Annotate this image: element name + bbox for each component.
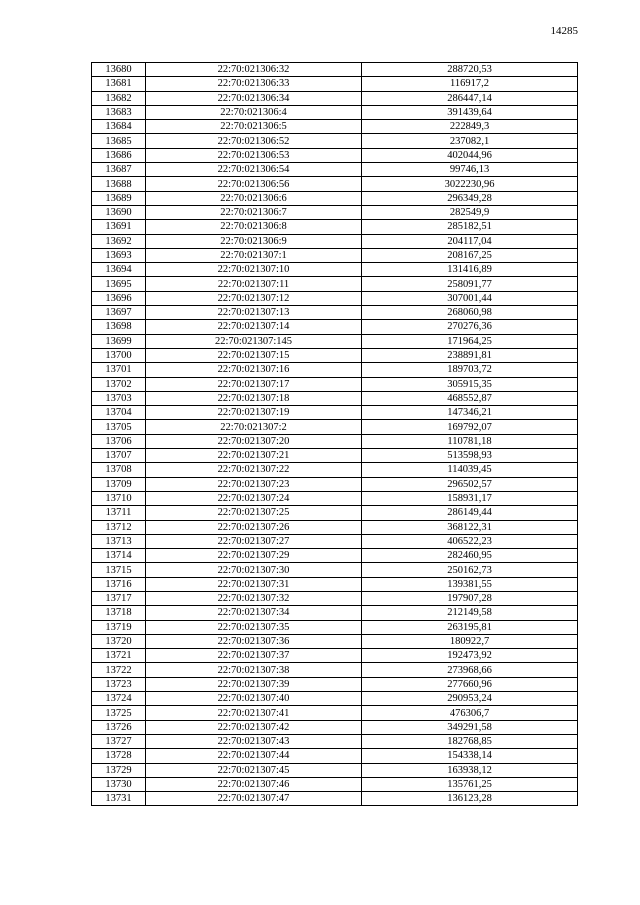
row-number-cell: 13715: [92, 563, 146, 577]
row-number-cell: 13707: [92, 449, 146, 463]
cadastral-number-cell: 22:70:021307:18: [146, 391, 362, 405]
row-number-cell: 13726: [92, 720, 146, 734]
value-cell: 237082,1: [362, 134, 578, 148]
table-row: [92, 420, 578, 434]
row-number-cell: 13687: [92, 163, 146, 177]
value-cell: 513598,93: [362, 449, 578, 463]
cadastral-number-cell: 22:70:021306:33: [146, 77, 362, 91]
value-cell: 468552,87: [362, 391, 578, 405]
cadastral-number-cell: 22:70:021307:32: [146, 591, 362, 605]
cadastral-number-cell: 22:70:021307:44: [146, 749, 362, 763]
cadastral-number-cell: 22:70:021306:6: [146, 191, 362, 205]
row-number-cell: 13699: [92, 334, 146, 348]
cadastral-number-cell: 22:70:021307:39: [146, 677, 362, 691]
value-cell: 189703,72: [362, 363, 578, 377]
value-cell: 169792,07: [362, 420, 578, 434]
cadastral-number-cell: 22:70:021307:11: [146, 277, 362, 291]
row-number-cell: 13700: [92, 348, 146, 362]
value-cell: 180922,7: [362, 634, 578, 648]
row-number-cell: 13729: [92, 763, 146, 777]
row-number-cell: 13721: [92, 649, 146, 663]
value-cell: 476306,7: [362, 706, 578, 720]
cadastral-number-cell: 22:70:021307:41: [146, 706, 362, 720]
table-row: [92, 220, 578, 234]
cadastral-number-cell: 22:70:021307:10: [146, 263, 362, 277]
row-number-cell: 13714: [92, 549, 146, 563]
value-cell: 110781,18: [362, 434, 578, 448]
value-cell: 116917,2: [362, 77, 578, 91]
row-number-cell: 13704: [92, 406, 146, 420]
row-number-cell: 13708: [92, 463, 146, 477]
value-cell: 238891,81: [362, 348, 578, 362]
cadastral-number-cell: 22:70:021306:7: [146, 205, 362, 219]
cadastral-number-cell: 22:70:021307:24: [146, 491, 362, 505]
cadastral-number-cell: 22:70:021307:46: [146, 777, 362, 791]
value-cell: 131416,89: [362, 263, 578, 277]
table-row: [92, 334, 578, 348]
table-row: [92, 291, 578, 305]
value-cell: 258091,77: [362, 277, 578, 291]
cadastral-number-cell: 22:70:021307:22: [146, 463, 362, 477]
cadastral-number-cell: 22:70:021307:34: [146, 606, 362, 620]
value-cell: 368122,31: [362, 520, 578, 534]
row-number-cell: 13689: [92, 191, 146, 205]
value-cell: 139381,55: [362, 577, 578, 591]
value-cell: 204117,04: [362, 234, 578, 248]
row-number-cell: 13731: [92, 792, 146, 806]
row-number-cell: 13722: [92, 663, 146, 677]
value-cell: 285182,51: [362, 220, 578, 234]
cadastral-number-cell: 22:70:021306:5: [146, 120, 362, 134]
row-number-cell: 13680: [92, 63, 146, 77]
cadastral-number-cell: 22:70:021306:4: [146, 105, 362, 119]
value-cell: 296349,28: [362, 191, 578, 205]
cadastral-number-cell: 22:70:021307:2: [146, 420, 362, 434]
cadastral-number-cell: 22:70:021306:32: [146, 63, 362, 77]
cadastral-value-table: [91, 62, 578, 806]
row-number-cell: 13728: [92, 749, 146, 763]
row-number-cell: 13719: [92, 620, 146, 634]
value-cell: 391439,64: [362, 105, 578, 119]
cadastral-number-cell: 22:70:021307:45: [146, 763, 362, 777]
table-row: [92, 320, 578, 334]
row-number-cell: 13697: [92, 306, 146, 320]
row-number-cell: 13702: [92, 377, 146, 391]
row-number-cell: 13710: [92, 491, 146, 505]
value-cell: 3022230,96: [362, 177, 578, 191]
table-row: [92, 363, 578, 377]
table-row: [92, 306, 578, 320]
table-row: [92, 377, 578, 391]
table-row: [92, 134, 578, 148]
cadastral-number-cell: 22:70:021307:29: [146, 549, 362, 563]
value-cell: 406522,23: [362, 534, 578, 548]
row-number-cell: 13724: [92, 692, 146, 706]
page-number: 14285: [550, 25, 578, 37]
row-number-cell: 13686: [92, 148, 146, 162]
cadastral-number-cell: 22:70:021307:145: [146, 334, 362, 348]
row-number-cell: 13684: [92, 120, 146, 134]
value-cell: 268060,98: [362, 306, 578, 320]
value-cell: 349291,58: [362, 720, 578, 734]
value-cell: 136123,28: [362, 792, 578, 806]
cadastral-number-cell: 22:70:021307:47: [146, 792, 362, 806]
table-row: [92, 105, 578, 119]
value-cell: 99746,13: [362, 163, 578, 177]
value-cell: 270276,36: [362, 320, 578, 334]
row-number-cell: 13720: [92, 634, 146, 648]
value-cell: 296502,57: [362, 477, 578, 491]
table-row: [92, 348, 578, 362]
table-row: [92, 620, 578, 634]
row-number-cell: 13717: [92, 591, 146, 605]
row-number-cell: 13685: [92, 134, 146, 148]
value-cell: 182768,85: [362, 734, 578, 748]
table-row: [92, 606, 578, 620]
cadastral-number-cell: 22:70:021307:19: [146, 406, 362, 420]
table-row: [92, 177, 578, 191]
cadastral-number-cell: 22:70:021307:35: [146, 620, 362, 634]
cadastral-number-cell: 22:70:021307:15: [146, 348, 362, 362]
cadastral-number-cell: 22:70:021307:37: [146, 649, 362, 663]
table-row: [92, 234, 578, 248]
table-row: [92, 163, 578, 177]
cadastral-number-cell: 22:70:021307:42: [146, 720, 362, 734]
value-cell: 208167,25: [362, 248, 578, 262]
table-row: [92, 577, 578, 591]
table-row: [92, 663, 578, 677]
row-number-cell: 13696: [92, 291, 146, 305]
table-row: [92, 777, 578, 791]
value-cell: 222849,3: [362, 120, 578, 134]
table-row: [92, 634, 578, 648]
cadastral-number-cell: 22:70:021306:52: [146, 134, 362, 148]
row-number-cell: 13691: [92, 220, 146, 234]
table-row: [92, 491, 578, 505]
cadastral-number-cell: 22:70:021306:54: [146, 163, 362, 177]
table-row: [92, 391, 578, 405]
table-row: [92, 148, 578, 162]
value-cell: 147346,21: [362, 406, 578, 420]
value-cell: 290953,24: [362, 692, 578, 706]
value-cell: 163938,12: [362, 763, 578, 777]
row-number-cell: 13727: [92, 734, 146, 748]
value-cell: 307001,44: [362, 291, 578, 305]
table-row: [92, 449, 578, 463]
table-row: [92, 63, 578, 77]
row-number-cell: 13723: [92, 677, 146, 691]
table-row: [92, 677, 578, 691]
value-cell: 273968,66: [362, 663, 578, 677]
table-row: [92, 534, 578, 548]
value-cell: 402044,96: [362, 148, 578, 162]
table-row: [92, 277, 578, 291]
row-number-cell: 13730: [92, 777, 146, 791]
cadastral-number-cell: 22:70:021306:34: [146, 91, 362, 105]
value-cell: 286149,44: [362, 506, 578, 520]
cadastral-number-cell: 22:70:021307:25: [146, 506, 362, 520]
table-body: [92, 63, 578, 806]
row-number-cell: 13701: [92, 363, 146, 377]
table-row: [92, 563, 578, 577]
row-number-cell: 13713: [92, 534, 146, 548]
table-row: [92, 506, 578, 520]
cadastral-number-cell: 22:70:021307:26: [146, 520, 362, 534]
cadastral-number-cell: 22:70:021307:36: [146, 634, 362, 648]
row-number-cell: 13705: [92, 420, 146, 434]
value-cell: 286447,14: [362, 91, 578, 105]
table-row: [92, 205, 578, 219]
row-number-cell: 13688: [92, 177, 146, 191]
row-number-cell: 13681: [92, 77, 146, 91]
value-cell: 197907,28: [362, 591, 578, 605]
table-row: [92, 792, 578, 806]
row-number-cell: 13693: [92, 248, 146, 262]
cadastral-number-cell: 22:70:021307:27: [146, 534, 362, 548]
cadastral-number-cell: 22:70:021307:31: [146, 577, 362, 591]
cadastral-number-cell: 22:70:021307:40: [146, 692, 362, 706]
row-number-cell: 13711: [92, 506, 146, 520]
table-row: [92, 406, 578, 420]
value-cell: 158931,17: [362, 491, 578, 505]
table-row: [92, 706, 578, 720]
cadastral-number-cell: 22:70:021307:30: [146, 563, 362, 577]
row-number-cell: 13718: [92, 606, 146, 620]
value-cell: 305915,35: [362, 377, 578, 391]
cadastral-number-cell: 22:70:021307:17: [146, 377, 362, 391]
table-row: [92, 120, 578, 134]
row-number-cell: 13692: [92, 234, 146, 248]
row-number-cell: 13716: [92, 577, 146, 591]
table-row: [92, 749, 578, 763]
value-cell: 250162,73: [362, 563, 578, 577]
table-row: [92, 734, 578, 748]
table-row: [92, 463, 578, 477]
cadastral-number-cell: 22:70:021307:38: [146, 663, 362, 677]
table-row: [92, 549, 578, 563]
value-cell: 212149,58: [362, 606, 578, 620]
row-number-cell: 13690: [92, 205, 146, 219]
value-cell: 154338,14: [362, 749, 578, 763]
table-row: [92, 692, 578, 706]
table-row: [92, 191, 578, 205]
cadastral-number-cell: 22:70:021307:14: [146, 320, 362, 334]
value-cell: 277660,96: [362, 677, 578, 691]
value-cell: 192473,92: [362, 649, 578, 663]
cadastral-number-cell: 22:70:021307:1: [146, 248, 362, 262]
cadastral-number-cell: 22:70:021307:43: [146, 734, 362, 748]
row-number-cell: 13706: [92, 434, 146, 448]
table-row: [92, 763, 578, 777]
table-row: [92, 434, 578, 448]
table-row: [92, 720, 578, 734]
cadastral-number-cell: 22:70:021306:53: [146, 148, 362, 162]
cadastral-number-cell: 22:70:021307:23: [146, 477, 362, 491]
cadastral-number-cell: 22:70:021307:20: [146, 434, 362, 448]
row-number-cell: 13712: [92, 520, 146, 534]
cadastral-number-cell: 22:70:021306:9: [146, 234, 362, 248]
value-cell: 114039,45: [362, 463, 578, 477]
value-cell: 171964,25: [362, 334, 578, 348]
cadastral-number-cell: 22:70:021306:8: [146, 220, 362, 234]
row-number-cell: 13694: [92, 263, 146, 277]
table-row: [92, 248, 578, 262]
value-cell: 282549,9: [362, 205, 578, 219]
row-number-cell: 13682: [92, 91, 146, 105]
cadastral-number-cell: 22:70:021307:16: [146, 363, 362, 377]
row-number-cell: 13683: [92, 105, 146, 119]
table-row: [92, 477, 578, 491]
table-row: [92, 591, 578, 605]
table-row: [92, 263, 578, 277]
cadastral-number-cell: 22:70:021307:12: [146, 291, 362, 305]
value-cell: 135761,25: [362, 777, 578, 791]
value-cell: 263195,81: [362, 620, 578, 634]
cadastral-number-cell: 22:70:021307:21: [146, 449, 362, 463]
cadastral-number-cell: 22:70:021307:13: [146, 306, 362, 320]
row-number-cell: 13725: [92, 706, 146, 720]
value-cell: 282460,95: [362, 549, 578, 563]
table-row: [92, 77, 578, 91]
table-row: [92, 520, 578, 534]
table-row: [92, 91, 578, 105]
cadastral-number-cell: 22:70:021306:56: [146, 177, 362, 191]
row-number-cell: 13703: [92, 391, 146, 405]
row-number-cell: 13698: [92, 320, 146, 334]
row-number-cell: 13709: [92, 477, 146, 491]
row-number-cell: 13695: [92, 277, 146, 291]
table-row: [92, 649, 578, 663]
value-cell: 288720,53: [362, 63, 578, 77]
